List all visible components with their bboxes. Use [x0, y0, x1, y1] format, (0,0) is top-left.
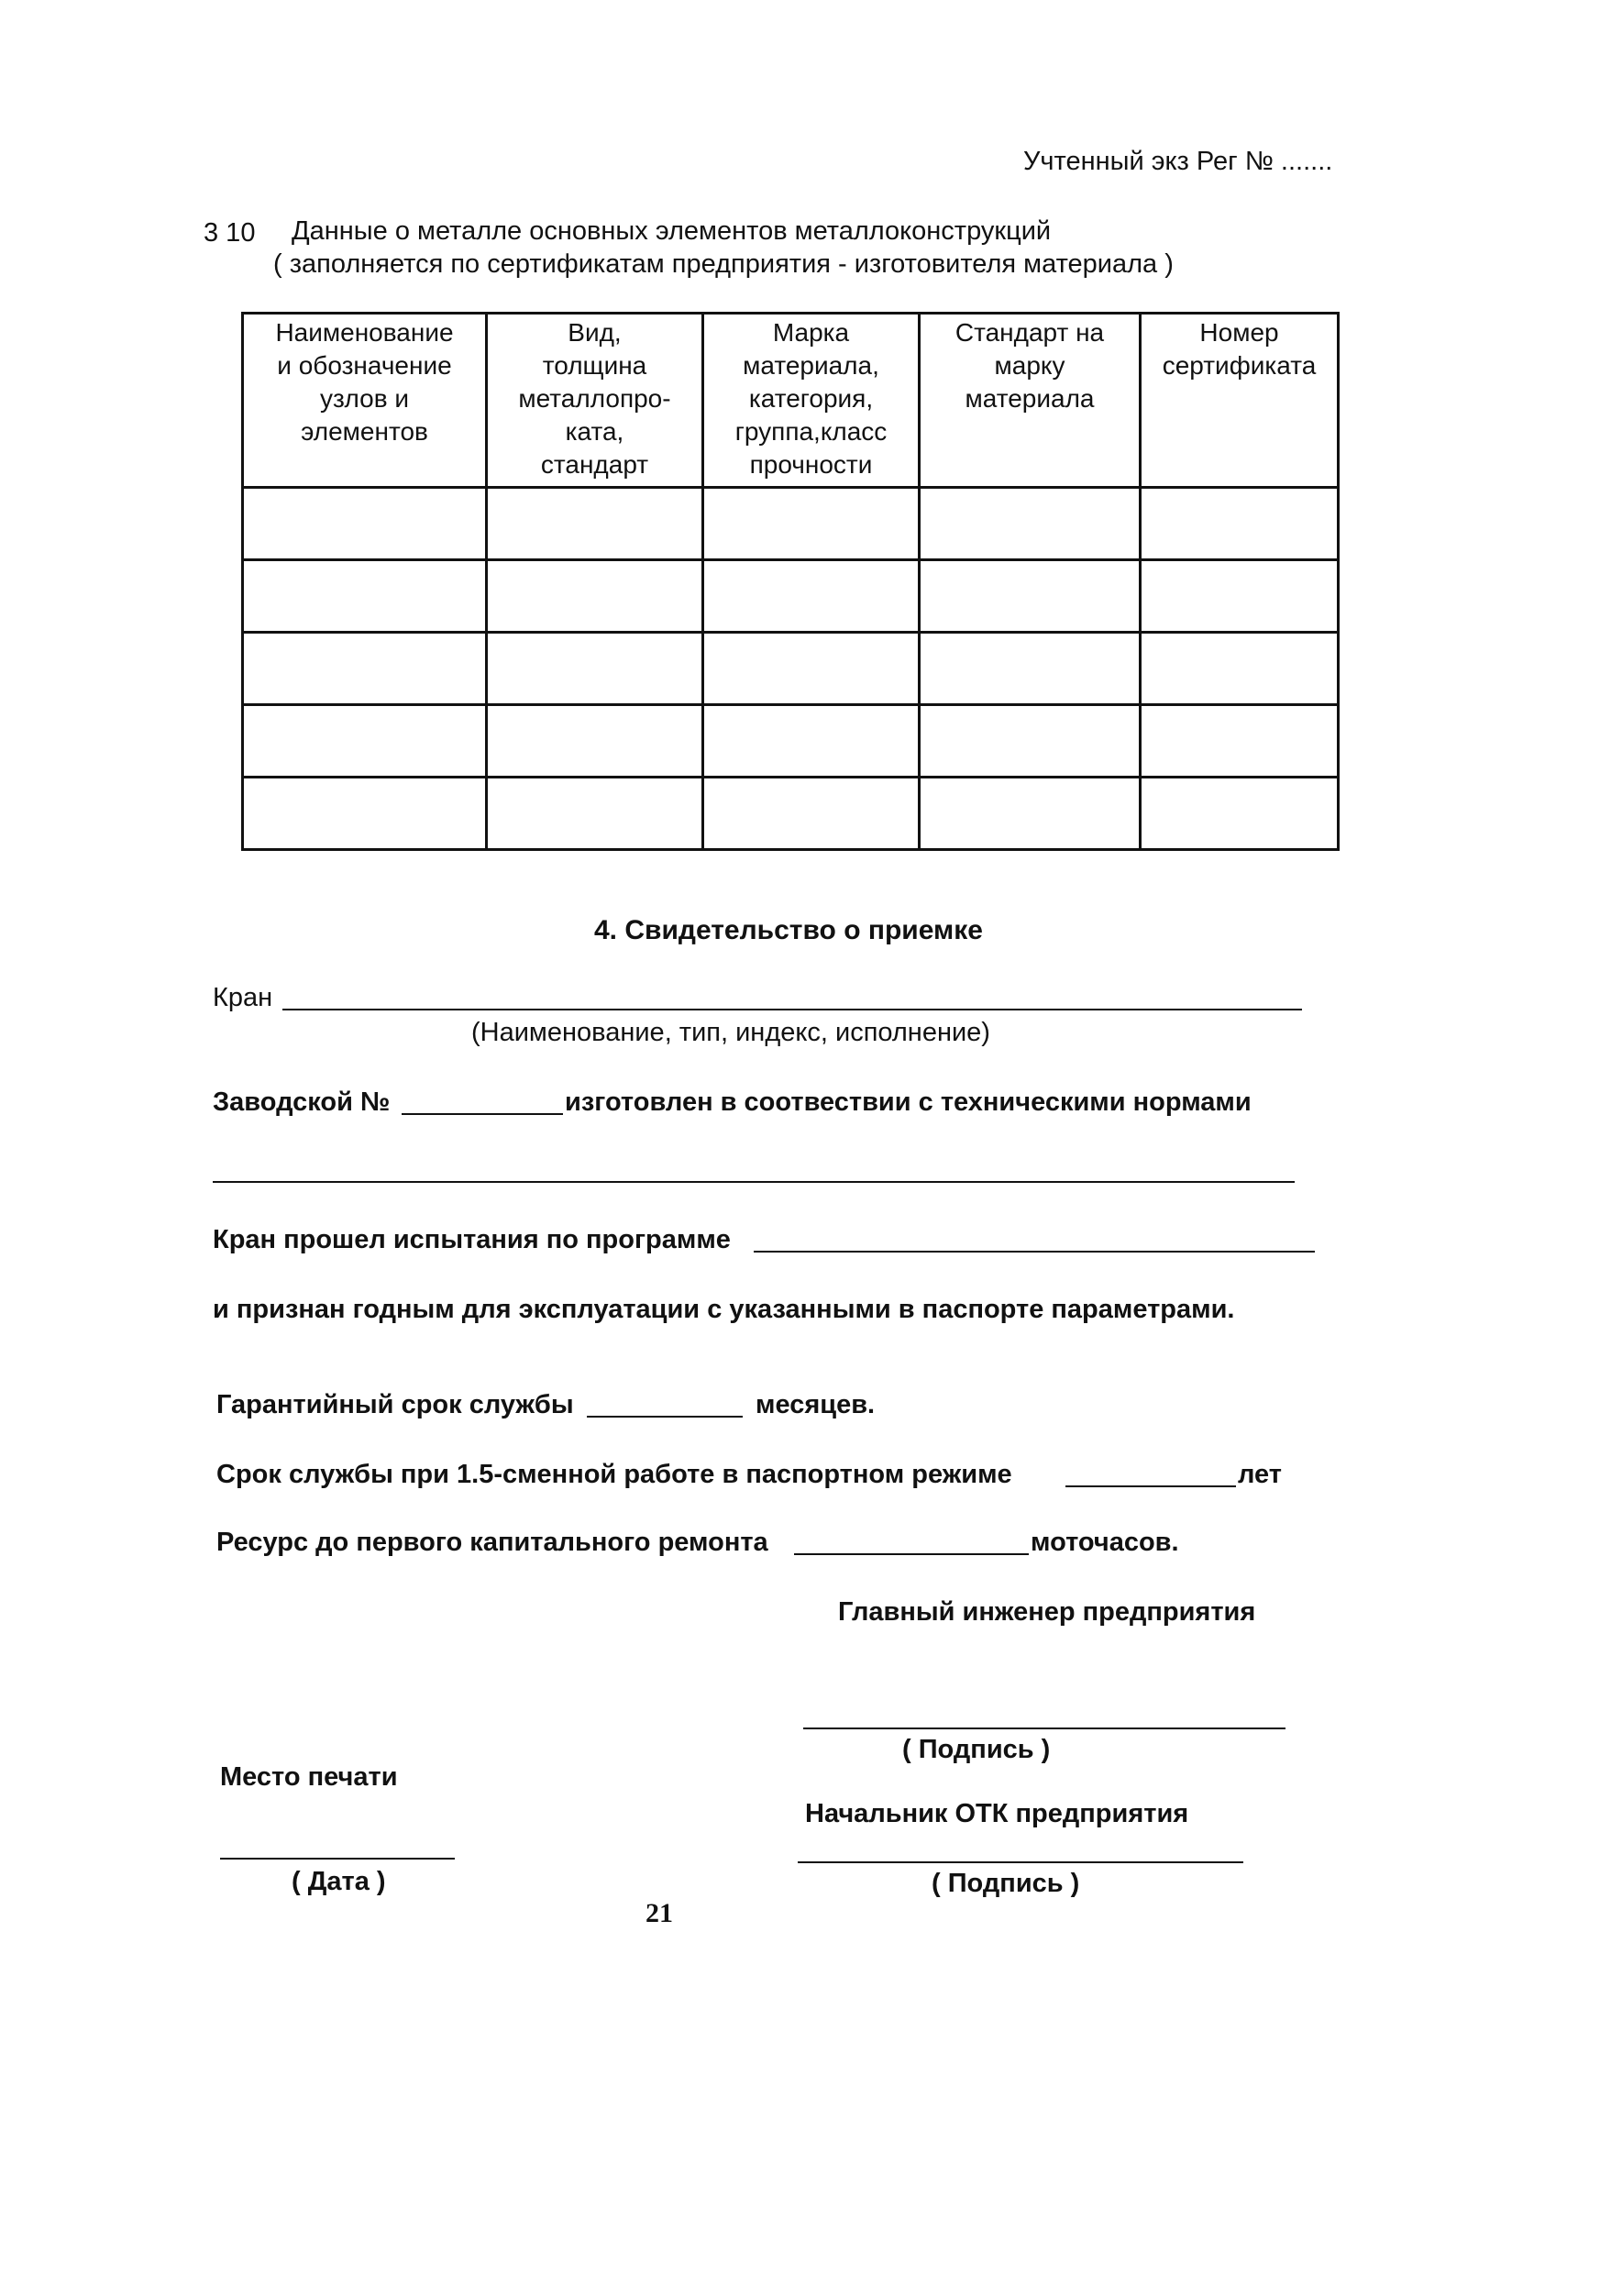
crane-caption: (Наименование, тип, индекс, исполнение): [471, 1018, 990, 1047]
table-cell[interactable]: [703, 705, 920, 778]
crane-name-field[interactable]: [282, 1009, 1302, 1010]
table-cell[interactable]: [920, 633, 1141, 705]
page-number: 21: [645, 1898, 673, 1928]
tested-text: Кран прошел испытания по программе: [213, 1225, 731, 1254]
table-cell[interactable]: [703, 778, 920, 850]
table-cell[interactable]: [487, 778, 703, 850]
table-cell[interactable]: [920, 705, 1141, 778]
table-cell[interactable]: [243, 560, 487, 633]
table-cell[interactable]: [1141, 560, 1339, 633]
column-header: Наименование и обозначение узлов и элементов: [243, 314, 487, 488]
column-header: Стандарт на марку материала: [920, 314, 1141, 488]
signature-caption: ( Подпись ): [932, 1869, 1080, 1898]
factory-no-text: изготовлен в соотвествии с техническими нормами: [565, 1087, 1252, 1117]
crane-label: Кран: [213, 983, 273, 1012]
service-life-label: Срок службы при 1.5-сменной работе в паспортном режиме: [216, 1460, 1012, 1489]
column-header: Номер сертификата: [1141, 314, 1339, 488]
warranty-field[interactable]: [587, 1416, 743, 1418]
table-row: [243, 488, 1339, 560]
section-number: 3 10: [204, 218, 256, 248]
resource-field[interactable]: [794, 1553, 1029, 1555]
table-cell[interactable]: [920, 778, 1141, 850]
factory-no-label: Заводской №: [213, 1087, 391, 1117]
materials-table: [241, 312, 1340, 851]
registry-note: Учтенный экз Рег № .......: [1023, 147, 1333, 176]
table-cell[interactable]: [243, 633, 487, 705]
warranty-label: Гарантийный срок службы: [216, 1390, 574, 1419]
factory-no-field[interactable]: [402, 1113, 563, 1115]
table-row: [243, 778, 1339, 850]
approved-text: и признан годным для эксплуатации с указанными в паспорте параметрами.: [213, 1295, 1235, 1324]
test-program-field[interactable]: [754, 1251, 1315, 1253]
section-title: Данные о металле основных элементов металлоконструкций: [292, 216, 1052, 246]
certificate-title: 4. Свидетельство о приемке: [594, 915, 983, 945]
otk-signature-field[interactable]: [798, 1861, 1243, 1863]
table-row: [243, 560, 1339, 633]
table-row: [243, 705, 1339, 778]
table-cell[interactable]: [920, 560, 1141, 633]
chief-engineer-title: Главный инженер предприятия: [838, 1597, 1256, 1627]
warranty-unit: месяцев.: [756, 1390, 876, 1419]
stamp-place: Место печати: [220, 1762, 398, 1792]
table-header-row: [243, 314, 1339, 488]
date-caption: ( Дата ): [292, 1867, 386, 1896]
table-cell[interactable]: [920, 488, 1141, 560]
service-life-field[interactable]: [1065, 1485, 1236, 1487]
otk-head-title: Начальник ОТК предприятия: [805, 1799, 1189, 1828]
table-cell[interactable]: [703, 488, 920, 560]
column-header: Марка материала, категория, группа,класс прочности: [703, 314, 920, 488]
service-life-unit: лет: [1238, 1460, 1282, 1489]
table-cell[interactable]: [487, 705, 703, 778]
table-cell[interactable]: [703, 560, 920, 633]
resource-unit: моточасов.: [1031, 1528, 1179, 1557]
table-cell[interactable]: [487, 633, 703, 705]
table-cell[interactable]: [1141, 778, 1339, 850]
table-cell[interactable]: [703, 633, 920, 705]
column-header: Вид, толщина металлопро- ката, стандарт: [487, 314, 703, 488]
table-cell[interactable]: [487, 560, 703, 633]
chief-engineer-signature-field[interactable]: [803, 1728, 1285, 1729]
table-cell[interactable]: [243, 705, 487, 778]
signature-caption: ( Подпись ): [902, 1735, 1051, 1764]
date-field[interactable]: [220, 1858, 455, 1860]
table-cell[interactable]: [243, 488, 487, 560]
table-cell[interactable]: [1141, 705, 1339, 778]
table-row: [243, 633, 1339, 705]
table-cell[interactable]: [1141, 633, 1339, 705]
resource-label: Ресурс до первого капитального ремонта: [216, 1528, 768, 1557]
table-cell[interactable]: [1141, 488, 1339, 560]
table-cell[interactable]: [487, 488, 703, 560]
table-cell[interactable]: [243, 778, 487, 850]
technical-norms-field[interactable]: [213, 1181, 1295, 1183]
section-subtitle: ( заполняется по сертификатам предприятия - изготовителя материала ): [273, 249, 1174, 279]
